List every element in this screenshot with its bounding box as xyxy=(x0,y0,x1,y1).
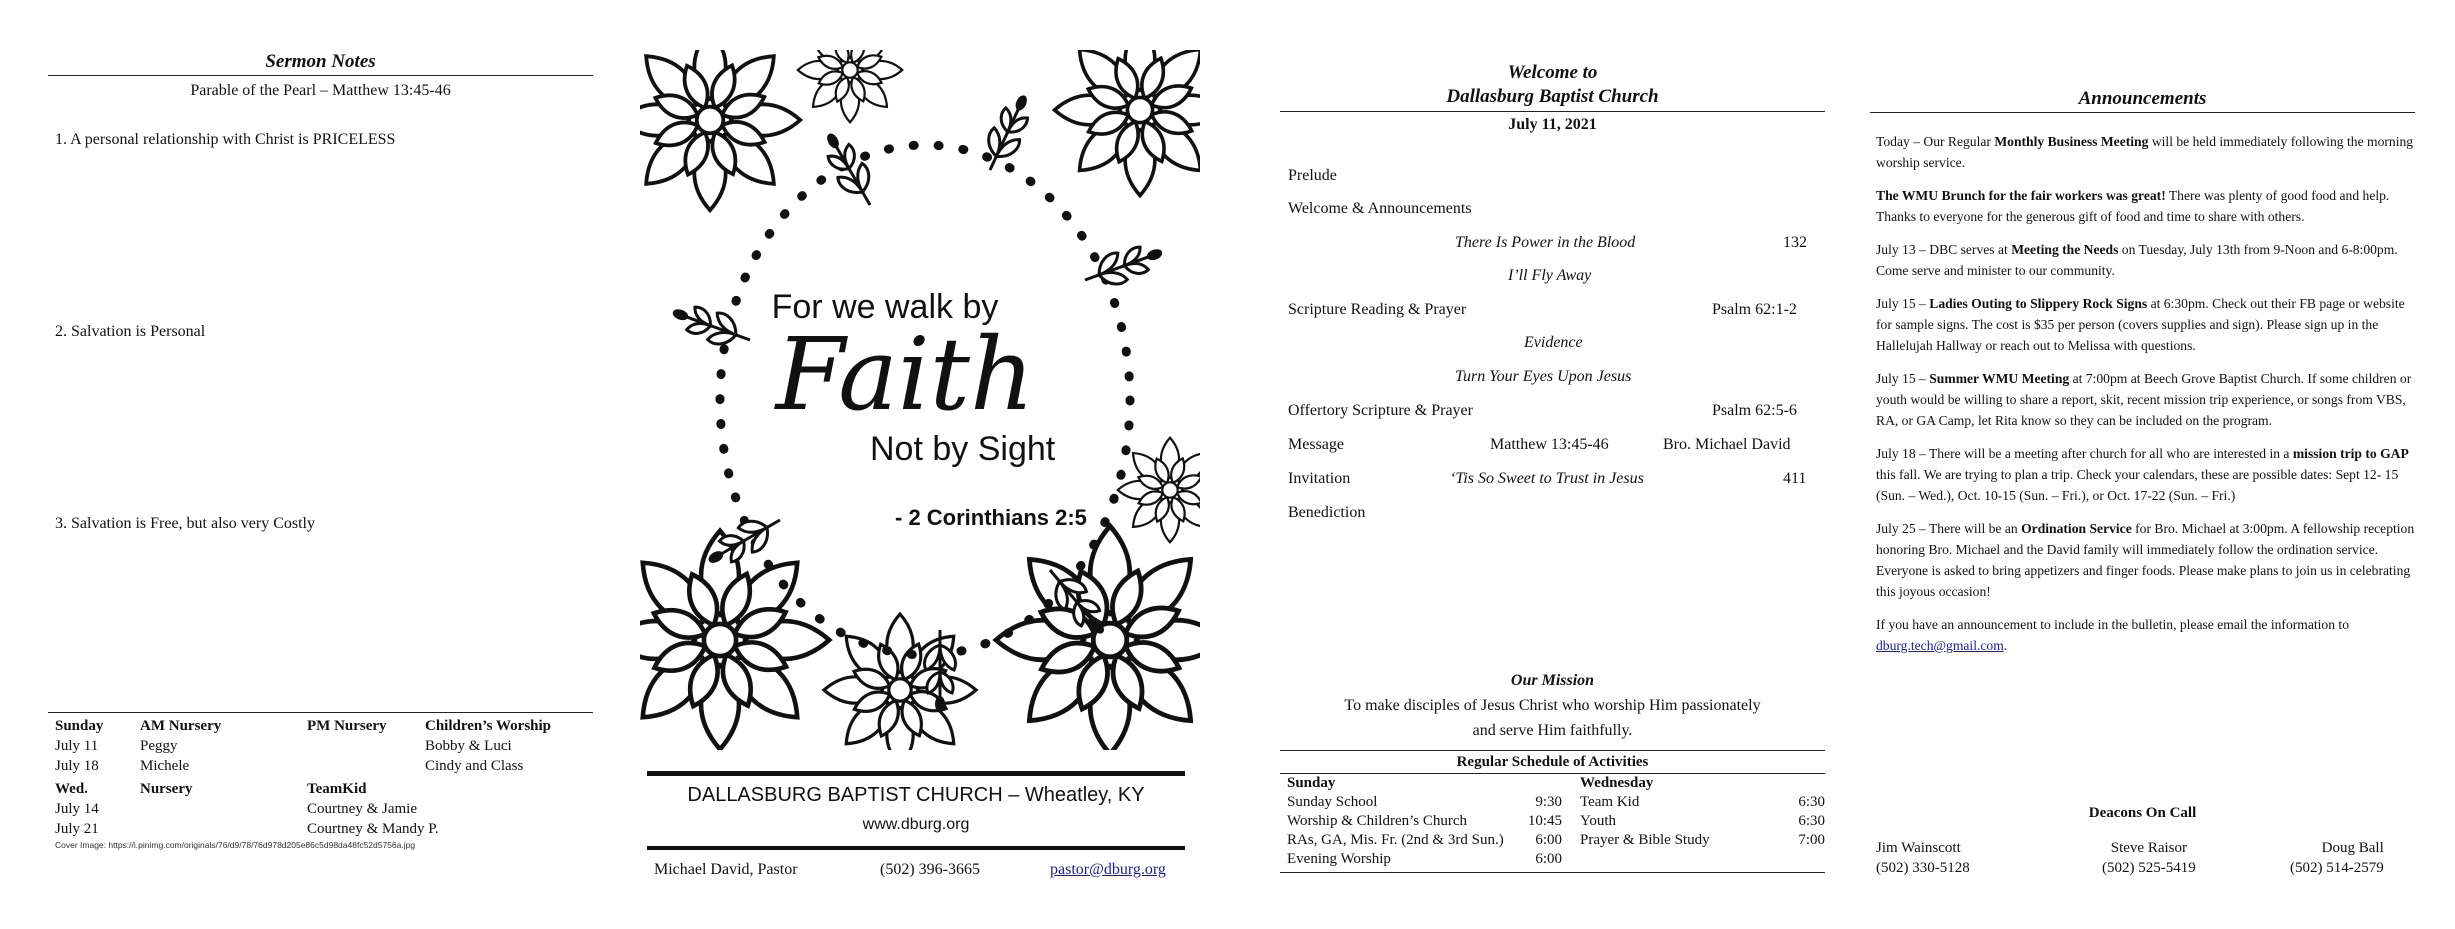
announcements-heading: Announcements xyxy=(2078,88,2207,109)
activity-name: Prayer & Bible Study xyxy=(1580,832,1710,848)
deacon-entry xyxy=(2102,838,2196,878)
activity-name: Evening Worship xyxy=(1287,851,1391,867)
announcement-item: July 15 – Summer WMU Meeting at 7:00pm at Beech Grove Baptist Church. If some children or youth would be willing to share a report, skit, recent mission trip experience, or songs from VBS, RA, or GA Camp, let Rita know so they can be included on the program. xyxy=(1876,371,2412,428)
deacons-heading: Deacons On Call xyxy=(2088,805,2197,821)
church-name-location: DALLASBURG BAPTIST CHURCH – Wheatley, KY xyxy=(687,784,1145,806)
nursery-date: July 21 xyxy=(55,821,99,837)
teamkid-label: TeamKid xyxy=(307,781,367,797)
nursery-date: July 11 xyxy=(55,738,99,754)
hymn-title: There Is Power in the Blood xyxy=(1455,234,1636,251)
divider xyxy=(1280,111,1825,112)
invitation-hymn-number: 411 xyxy=(1783,470,1807,487)
sermon-point-1: 1. A personal relationship with Christ is PRICELESS xyxy=(55,131,396,148)
am-nursery-volunteer: Michele xyxy=(140,758,190,774)
schedule-heading: Regular Schedule of Activities xyxy=(1456,754,1649,770)
activity-time: 9:30 xyxy=(1535,794,1562,810)
sermon-subtitle: Parable of the Pearl – Matthew 13:45-46 xyxy=(190,82,451,99)
announcement-item: The WMU Brunch for the fair workers was great! There was plenty of good food and help. Thanks to everyone for the generous gift of food and time to share with others. xyxy=(1876,188,2390,224)
divider xyxy=(1280,750,1825,751)
sunday-activities xyxy=(1287,774,1562,869)
activity-time: 7:00 xyxy=(1798,832,1825,848)
song-title: I’ll Fly Away xyxy=(1508,267,1592,284)
divider xyxy=(647,771,1185,776)
announcement-item: Today – Our Regular Monthly Business Meeting will be held immediately following the morning worship service. xyxy=(1876,134,2414,170)
message-reference: Matthew 13:45-46 xyxy=(1490,436,1609,453)
bulletin-email-link[interactable]: dburg.tech@gmail.com xyxy=(1876,638,2004,653)
cover-verse-line1: For we walk by xyxy=(771,288,999,326)
divider xyxy=(647,846,1185,850)
order-offertory: Offertory Scripture & Prayer xyxy=(1288,402,1473,419)
activity-time: 6:30 xyxy=(1798,813,1825,829)
order-welcome-announcements: Welcome & Announcements xyxy=(1288,200,1472,217)
church-phone: (502) 396-3665 xyxy=(880,861,980,878)
service-date: July 11, 2021 xyxy=(1508,116,1597,133)
activity-name: Worship & Children’s Church xyxy=(1287,813,1468,829)
order-benediction: Benediction xyxy=(1288,504,1366,521)
activity-time: 6:00 xyxy=(1535,851,1562,867)
announcements-list xyxy=(1876,131,2421,668)
activity-time: 6:30 xyxy=(1798,794,1825,810)
am-nursery-volunteer: Peggy xyxy=(140,738,178,754)
childrens-worship-label: Children’s Worship xyxy=(425,718,552,734)
cover-verse-faith: Faith xyxy=(775,316,1035,433)
announcement-item: July 25 – There will be an Ordination Service for Bro. Michael at 3:00pm. A fellowship reception honoring Bro. Michael and the David family will immediately follow the ordination service. Everyone is asked to bring appetizers and finger foods. Please make plans to join us in celebrating this joyous occasion! xyxy=(1876,521,2415,599)
order-prelude: Prelude xyxy=(1288,167,1337,184)
announcement-contact: If you have an announcement to include in the bulletin, please email the information to dburg.tech@gmail.com. xyxy=(1876,617,2349,653)
song-title: Evidence xyxy=(1524,334,1583,351)
offertory-reference: Psalm 62:5-6 xyxy=(1712,402,1797,419)
pm-nursery-label: PM Nursery xyxy=(307,718,387,734)
mission-statement-line2: and serve Him faithfully. xyxy=(1472,722,1633,739)
deacon-phone: (502) 525-5419 xyxy=(2102,860,2196,876)
message-speaker: Bro. Michael David xyxy=(1663,436,1791,453)
announcement-item: July 18 – There will be a meeting after church for all who are interested in a mission trip to GAP this fall. We are trying to plan a trip. Check your calendars, these are possible dates: Sept 12- 15 (Sun. – Wed.), Oct. 10-15 (Sun. – Fri.), or Oct. 17-22 (Sun. – Fri.) xyxy=(1876,446,2409,503)
wednesday-activities xyxy=(1580,774,1825,850)
deacon-phone: (502) 330-5128 xyxy=(1876,860,1970,876)
activity-name: RAs, GA, Mis. Fr. (2nd & 3rd Sun.) xyxy=(1287,832,1504,848)
cover-verse-line3: Not by Sight xyxy=(870,430,1056,468)
activity-time: 10:45 xyxy=(1527,813,1562,829)
am-nursery-label: AM Nursery xyxy=(140,718,222,734)
invitation-hymn: ‘Tis So Sweet to Trust in Jesus xyxy=(1450,470,1644,487)
cover-image-credit: Cover Image: https://i.pinimg.com/originals/76/d9/78/76d978d205e86c5d98da48fc52d5756a.jpg xyxy=(55,840,416,850)
deacon-entry xyxy=(1876,838,1970,878)
wed-label: Wed. xyxy=(55,781,88,797)
divider xyxy=(48,712,593,713)
deacon-entry xyxy=(2290,838,2384,878)
activity-time: 6:00 xyxy=(1535,832,1562,848)
sermon-notes-heading: Sermon Notes xyxy=(265,51,376,72)
announcement-item: July 13 – DBC serves at Meeting the Needs on Tuesday, July 13th from 9-Noon and 6-8:00pm. Come serve and minister to our community. xyxy=(1876,242,2398,278)
sermon-point-2: 2. Salvation is Personal xyxy=(55,323,206,340)
childrens-worship-volunteer: Cindy and Class xyxy=(425,758,524,774)
divider xyxy=(1870,112,2415,113)
church-website: www.dburg.org xyxy=(862,816,970,833)
nursery-date: July 18 xyxy=(55,758,99,774)
wednesday-label: Wednesday xyxy=(1580,775,1654,791)
hymn-number: 132 xyxy=(1783,234,1807,251)
cover-verse-reference: - 2 Corinthians 2:5 xyxy=(895,505,1087,530)
deacon-phone: (502) 514-2579 xyxy=(2290,860,2384,876)
welcome-heading-line2: Dallasburg Baptist Church xyxy=(1446,86,1659,107)
activity-name: Sunday School xyxy=(1287,794,1378,810)
deacon-name: Steve Raisor xyxy=(2110,840,2187,856)
scripture-reference: Psalm 62:1-2 xyxy=(1712,301,1797,318)
divider xyxy=(1280,872,1825,873)
sermon-point-3: 3. Salvation is Free, but also very Costly xyxy=(55,515,315,532)
nursery-schedule xyxy=(55,716,595,839)
order-message: Message xyxy=(1288,436,1344,453)
deacon-name: Doug Ball xyxy=(2321,840,2384,856)
teamkid-volunteer: Courtney & Mandy P. xyxy=(307,821,439,837)
deacon-name: Jim Wainscott xyxy=(1876,840,1961,856)
divider xyxy=(48,75,593,76)
nursery-date: July 14 xyxy=(55,801,99,817)
mission-statement-line1: To make disciples of Jesus Christ who worship Him passionately xyxy=(1344,697,1761,714)
pastor-name: Michael David, Pastor xyxy=(654,861,798,878)
order-scripture-reading: Scripture Reading & Prayer xyxy=(1288,301,1467,318)
song-title: Turn Your Eyes Upon Jesus xyxy=(1455,368,1632,385)
activity-name: Team Kid xyxy=(1580,794,1640,810)
sunday-label: Sunday xyxy=(55,718,104,734)
order-invitation: Invitation xyxy=(1288,470,1351,487)
activity-name: Youth xyxy=(1580,813,1616,829)
teamkid-volunteer: Courtney & Jamie xyxy=(307,801,417,817)
childrens-worship-volunteer: Bobby & Luci xyxy=(425,738,512,754)
nursery-label: Nursery xyxy=(140,781,193,797)
mission-heading: Our Mission xyxy=(1510,672,1595,689)
sunday-label: Sunday xyxy=(1287,775,1336,791)
announcement-item: July 15 – Ladies Outing to Slippery Rock Signs at 6:30pm. Check out their FB page or website for sample signs. The cost is $35 per person (covers supplies and sign). Please sign up in the Hallelujah Hallway or reach out to Melissa with questions. xyxy=(1876,296,2405,353)
welcome-heading-line1: Welcome to xyxy=(1507,62,1598,83)
pastor-email-link[interactable]: pastor@dburg.org xyxy=(1050,861,1166,878)
